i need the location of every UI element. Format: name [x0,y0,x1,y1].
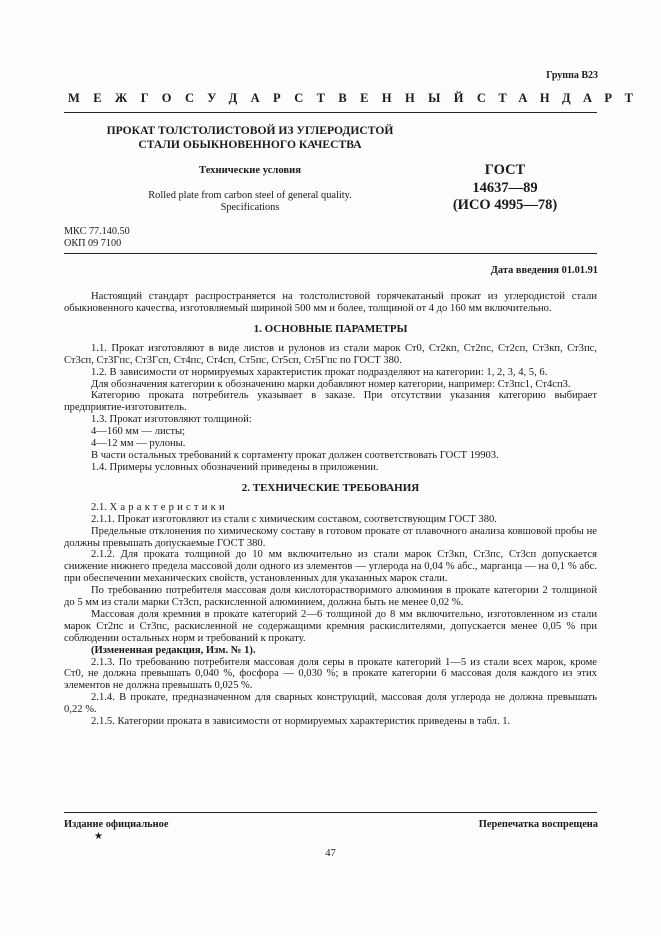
gost-number: 14637—89 [472,179,538,196]
intro-paragraph: Настоящий стандарт распространяется на толстолистовой горячекатаный прокат из углеродистой стали обыкновенного качества, изготовляемый шириной 500 мм и более, толщиной от 4 до 160 мм включительно. [64,291,597,314]
paragraph-1-3-coils: 4—12 мм — рулоны. [91,438,186,450]
title-line-1: ПРОКАТ ТОЛСТОЛИСТОВОЙ ИЗ УГЛЕРОДИСТОЙ [106,124,394,137]
header-rule [64,112,597,113]
group-code: Группа В23 [546,70,598,81]
paragraph-1-2: 1.2. В зависимости от нормируемых характеристик прокат подразделяют на категории: 1, 2, 3, 4, 5, 6. [91,366,548,378]
paragraph-2-1-title: Характеристики [109,501,228,513]
page-number: 47 [325,848,336,859]
paragraph-1-4: 1.4. Примеры условных обозначений приведены в приложении. [91,461,379,473]
paragraph-1-3-assortment: В части остальных требований к сортаменту прокат должен соответствовать ГОСТ 19903. [91,449,499,461]
classification-codes [64,226,130,250]
section-1-heading: 1. ОСНОВНЫЕ ПАРАМЕТРЫ [253,322,408,335]
mks-code: МКС 77.140.50 [64,226,130,237]
gost-designation [420,162,590,197]
paragraph-1-3-sheets: 4—160 мм — листы; [91,426,186,438]
codes-rule [64,253,597,254]
reprint-prohibited-note: Перепечатка воспрещена [478,819,598,830]
paragraph-2-1 [64,502,597,514]
paragraph-2-1-1: 2.1.1. Прокат изготовляют из стали с химическим составом, соответствующим ГОСТ 380. [91,513,497,525]
paragraph-2-1-number: 2.1. [91,501,107,513]
paragraph-1-1: 1.1. Прокат изготовляют в виде листов и рулонов из стали марок Ст0, Ст2кп, Ст2пс, Ст2сп, Ст3кп, Ст3пс, Ст3сп, Ст3Гпс, Ст3Гсп, Ст4пс, Ст4сп, Ст5пс, Ст5сп, Ст5Гпс по ГОСТ 380. [64,342,597,366]
paragraph-2-1-2-aluminium: По требованию потребителя массовая доля кислоторастворимого алюминия в прокате категории 2 толщиной до 5 мм из стали марки Ст3сп, раскисленной алюминием, должна быть не менее 0,02 %. [64,585,597,609]
paragraph-2-1-2: 2.1.2. Для проката толщиной до 10 мм включительно из стали марок Ст3кп, Ст3пс, Ст3сп допускается снижение нижнего предела массовой доли одного из элементов — углерода на 0,04 % абс., марганца — на 0,1 % абс. при обеспечении механических свойств, установленных для указанных марок стали. [64,549,597,585]
document-title [64,124,436,151]
section-2-heading: 2. ТЕХНИЧЕСКИЕ ТРЕБОВАНИЯ [241,481,420,494]
english-title-line-1: Rolled plate from carbon steel of general quality. [148,190,352,201]
english-title [64,190,436,215]
star-icon: ★ [94,831,103,842]
paragraph-1-3: 1.3. Прокат изготовляют толщиной: [91,414,252,426]
english-title-line-2: Specifications [220,202,280,214]
paragraph-2-1-4: 2.1.4. В прокате, предназначенном для сварных конструкций, массовая доля углерода не должна превышать 0,22 %. [64,692,597,716]
paragraph-2-1-1-deviations: Предельные отклонения по химическому составу в готовом прокате от плавочного анализа ковшовой пробы не должны превышать допускаемые ГОСТ 380. [64,525,597,549]
okp-code: ОКП 09 7100 [64,238,122,249]
standard-banner [68,91,646,105]
paragraph-2-1-5: 2.1.5. Категории проката в зависимости от нормируемых характеристик приведены в табл. 1. [91,716,511,728]
official-edition-note: Издание официальное [64,819,169,830]
paragraph-2-1-2-silicon: Массовая доля кремния в прокате категорий 2—6 толщиной до 8 мм включительно, изготовленном из стали марок Ст2пс и Ст3пс, раскисленной не содержащими кремния раскислителями, допускается менее 0,05 % при соблюдении остальных норм и требований к прокату. [64,608,597,644]
amendment-note: (Измененная редакция, Изм. № 1). [91,644,256,656]
paragraph-1-2-order: Категорию проката потребитель указывает в заказе. При отсутствии указания категорию выбирает предприятие-изготовитель. [64,390,597,414]
gost-label: ГОСТ [484,162,526,178]
document-subtitle: Технические условия [199,165,301,176]
title-line-2: СТАЛИ ОБЫКНОВЕННОГО КАЧЕСТВА [138,137,362,151]
paragraph-2-1-3: 2.1.3. По требованию потребителя массовая доля серы в прокате категорий 1—5 из стали всех марок, кроме Ст0, не должна превышать 0,040 %, фосфора — 0,030 %; в прокате категории 6 массовая доля каждого из этих элементов не должна превышать 0,025 %. [64,656,597,692]
banner-word-interstate: МЕЖГОСУДАРСТВЕННЫЙ [68,91,477,105]
footer-rule [64,812,597,813]
document-body [64,291,597,728]
effective-date: Дата введения 01.01.91 [490,265,598,276]
iso-reference: (ИСО 4995—78) [452,197,558,213]
banner-word-standard: СТАНДАРТ [476,91,646,105]
paragraph-1-2-designation: Для обозначения категории к обозначению марки добавляют номер категории, например: Ст3пс1, Ст4сп3. [91,378,571,390]
